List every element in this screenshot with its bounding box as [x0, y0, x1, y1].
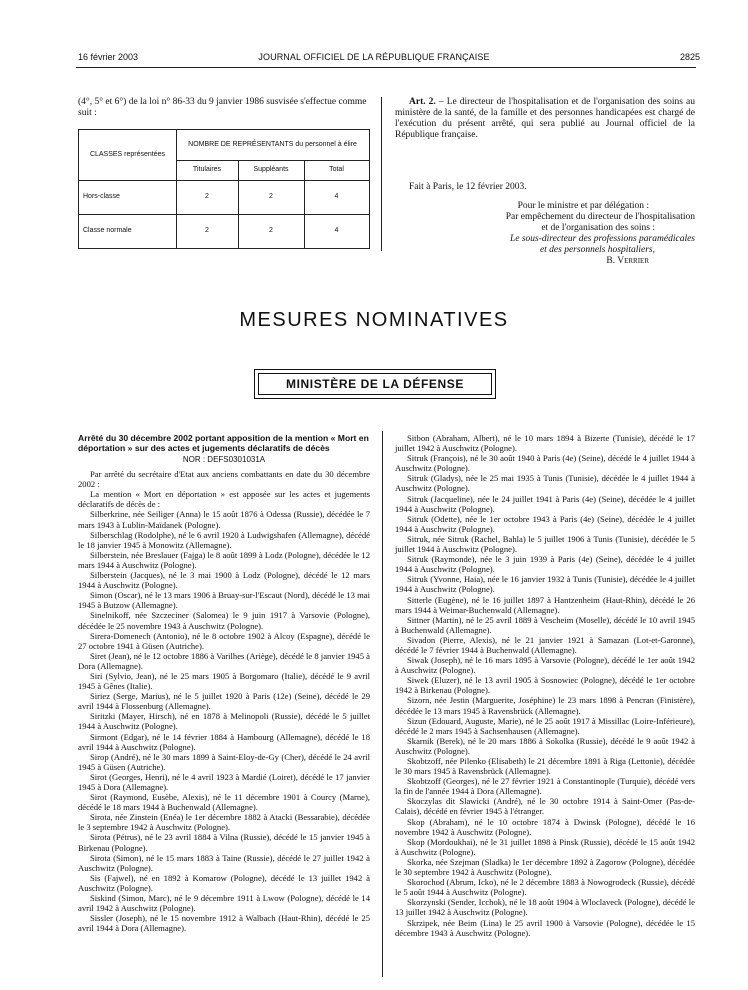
list-item: Sitbon (Abraham, Albert), né le 10 mars 1894 à Bizerte (Tunisie), décédé le 17 juillet 1942 à Auschwitz (Pologne). — [395, 433, 695, 454]
list-item: Sirera-Domenech (Antonio), né le 8 octobre 1902 à Alcoy (Espagne), décédé le 27 octobre 1941 à Güsen (Autriche). — [78, 630, 370, 651]
list-item: Siri (Sylvio, Jean), né le 25 mars 1905 à Borgomaro (Italie), décédé le 9 avril 1945 à Gênes (Italie). — [78, 670, 370, 692]
list-item: Sitruk (François), né le 30 août 1940 à Paris (4e) (Seine), décédé le 4 juillet 1944 à Auschwitz (Pologne). — [395, 453, 695, 474]
list-item: Skop (Abraham), né le 10 octobre 1874 à Dwinsk (Pologne), décédé le 16 novembre 1942 à Auschwitz (Pologne). — [395, 816, 695, 837]
list-item: Sitterle (Eugène), né le 16 juillet 1897 à Hantzenheim (Haut-Rhin), décédé le 26 mars 1944 à Weimar-Buchenwald (Allemagne). — [395, 594, 695, 615]
article-text: – Le directeur de l'hospitalisation et de l'organisation des soins au ministère de la santé, de la famille et des personnes handicapées est chargé de l'exécution du présent arrêté, qui sera publié au Journal officiel de la République française. — [395, 97, 695, 140]
list-item: Sirot (Georges, Henri), né le 4 avril 1923 à Mardié (Loiret), décédé le 17 janvier 1945 à Dora (Allemagne). — [78, 771, 370, 792]
table-intro: (4°, 5° et 6°) de la loi n° 86-33 du 9 janvier 1986 susvisée s'effectue comme suit : — [78, 97, 367, 118]
ministry-box — [254, 369, 496, 399]
subheader-suppleants: Suppléants — [253, 166, 289, 173]
list-item: Siriez (Serge, Marius), né le 5 juillet 1920 à Paris (12e) (Seine), décédé le 29 avril 1944 à Flossenburg (Allemagne). — [78, 691, 370, 712]
list-item: Skorzynski (Sender, Icchok), né le 18 août 1904 à Wloclaveck (Pologne), décédé le 13 juillet 1942 à Auschwitz (Pologne). — [395, 897, 695, 918]
classes-header: CLASSES représentées — [89, 151, 166, 158]
table-cell: 2 — [205, 227, 209, 234]
signature-block — [395, 182, 695, 267]
table-cell: 2 — [205, 193, 209, 200]
list-item: La mention « Mort en déportation » est apposée sur les actes et jugements déclaratifs de décès de : — [78, 489, 370, 510]
list-item: Silberschlag (Rodolphe), né le 6 avril 1920 à Ludwigshafen (Allemagne), décédé le 18 janvier 1945 à Monowitz (Allemagne). — [78, 529, 370, 550]
column-divider-top — [381, 97, 382, 251]
list-item: Skobtzoff (Georges), né le 27 février 1921 à Constantinople (Turquie), décédé vers la fin de l'année 1944 à Dora (Allemagne). — [395, 776, 695, 797]
right-column — [395, 433, 695, 938]
list-item: Sissler (Joseph), né le 15 novembre 1912 à Walbach (Haut-Rhin), décédé le 25 avril 1944 à Dora (Allemagne). — [78, 913, 370, 934]
representatives-table — [78, 129, 370, 249]
article-heading: Art. 2. — [409, 97, 436, 107]
table-cell: 2 — [269, 227, 273, 234]
list-item: Skop (Mordoukhai), né le 31 juillet 1898 à Pinsk (Russie), décédé le 15 août 1942 à Auschwitz (Pologne). — [395, 836, 695, 857]
list-item: Silberstein (Jacques), né le 3 mai 1900 à Lodz (Pologne), décédé le 12 mars 1944 à Auschwitz (Pologne). — [78, 570, 370, 591]
page-header — [0, 52, 748, 64]
list-item: Sivadon (Pierre, Alexis), né le 21 janvier 1921 à Samazan (Lot-et-Garonne), décédé le 7 février 1944 à Buchenwald (Allemagne). — [395, 634, 695, 655]
nor-reference: NOR : DEFS0301031A — [182, 455, 266, 464]
table-cell: 4 — [334, 193, 339, 200]
subheader-total: Total — [329, 166, 344, 173]
table-cell: 4 — [334, 227, 339, 234]
list-item: Siwek (Eluzer), né le 13 avril 1905 à Sosnowiec (Pologne), décédé le 1er octobre 1942 à Birkenau (Pologne). — [395, 675, 695, 696]
list-item: Sinelnikoff, née Szczeciner (Salomea) le 9 juin 1917 à Varsovie (Pologne), décédée le 25 novembre 1943 à Auschwitz (Pologne). — [78, 610, 370, 631]
table-cell: 2 — [269, 193, 273, 200]
list-item: Sirmont (Edgar), né le 14 février 1884 à Hambourg (Allemagne), décédé le 18 avril 1944 à Auschwitz (Pologne). — [78, 731, 370, 752]
header-date: 16 février 2003 — [78, 52, 139, 62]
list-item: Silberkrine, née Seiliger (Anna) le 15 août 1876 à Odessa (Russie), décédée le 7 mars 1943 à Lublin-Maïdanek (Pologne). — [78, 509, 370, 530]
list-item: Siret (Jean), né le 12 octobre 1886 à Varilhes (Ariège), décédé le 8 janvier 1945 à Dora (Allemagne). — [78, 650, 370, 671]
list-item: Sitruk (Gladys), née le 25 mai 1935 à Tunis (Tunisie), décédée le 4 juillet 1944 à Auschwitz (Pologne). — [395, 473, 695, 494]
list-item: Siwak (Joseph), né le 16 mars 1895 à Varsovie (Pologne), décédé le 1er août 1942 à Auschwitz (Pologne). — [395, 655, 695, 676]
signature-line: Le sous-directeur des professions paramédicales — [509, 234, 695, 244]
ministry-title: MINISTÈRE DE LA DÉFENSE — [258, 373, 492, 395]
list-item: Skorochod (Abrum, Icko), né le 2 décembre 1883 à Nowogrodeck (Russie), décédé le 5 août 1944 à Auschwitz (Pologne). — [395, 877, 695, 898]
list-item: Silberstein, née Breslauer (Fajga) le 8 août 1899 à Lodz (Pologne), décédée le 12 mars 1944 à Auschwitz (Pologne). — [78, 549, 370, 570]
list-item: Skarnik (Berek), né le 20 mars 1886 à Sokolka (Russie), décédé le 9 août 1942 à Auschwitz (Pologne). — [395, 735, 695, 756]
list-item: Skrzipek, née Beim (Lina) le 25 avril 1900 à Varsovie (Pologne), décédée le 15 décembre 1943 à Auschwitz (Pologne). — [395, 917, 695, 938]
list-item: Sittner (Martin), né le 25 avril 1889 à Vescheim (Moselle), décédé le 10 avril 1945 à Buchenwald (Allemagne). — [395, 614, 695, 635]
section-title: MESURES NOMINATIVES — [239, 309, 509, 331]
list-item: Sirota (Pétrus), né le 23 avril 1884 à Vilna (Russie), décédé le 15 janvier 1945 à Birkenau (Pologne). — [78, 832, 370, 853]
list-item: Skorka, née Szejman (Sladka) le 1er décembre 1892 à Zagorow (Pologne), décédée le 30 septembre 1942 à Auschwitz (Pologne). — [395, 856, 695, 878]
list-item: Sirop (André), né le 30 mars 1899 à Saint-Eloy-de-Gy (Cher), décédé le 24 avril 1945 à Güsen (Autriche). — [78, 751, 370, 772]
signature-line: Par empêchement du directeur de l'hospitalisation — [505, 212, 695, 222]
list-item: Sitruk (Yvonne, Haia), née le 16 janvier 1932 à Tunis (Tunisie), décédée le 4 juillet 1944 à Auschwitz (Pologne). — [395, 574, 695, 595]
list-item: Sis (Fajwel), né en 1892 à Komarow (Pologne), décédé le 13 juillet 1942 à Auschwitz (Pologne). — [78, 872, 370, 893]
list-item: Sizun (Edouard, Auguste, Marie), né le 25 août 1917 à Missillac (Loire-Inférieure), décédé le 2 mars 1945 à Sachsenhausen (Allemagne). — [395, 715, 695, 736]
signatory-name: B. Verrier — [606, 256, 649, 266]
group-header: NOMBRE DE REPRÉSENTANTS du personnel à élire — [188, 141, 357, 148]
list-item: Sitruk, née Sitruk (Rachel, Bahla) le 5 juillet 1906 à Tunis (Tunisie), décédée le 5 juillet 1944 à Auschwitz (Pologne). — [395, 533, 695, 555]
list-item: Sitruk (Odette), née le 1er octobre 1943 à Paris (4e) (Seine), décédée le 4 juillet 1944 à Auschwitz (Pologne). — [395, 513, 695, 534]
article-2 — [395, 97, 695, 141]
subheader-titulaires: Titulaires — [192, 166, 222, 173]
list-item: Sirota, née Zinstein (Enéa) le 1er décembre 1882 à Atacki (Bessarabie), décédée le 3 septembre 1942 à Auschwitz (Pologne). — [78, 812, 370, 833]
row-label: Hors-classe — [83, 193, 120, 200]
row-label: Classe normale — [83, 227, 132, 234]
list-item: Sitruk (Raymonde), née le 3 juin 1939 à Paris (4e) (Seine), décédée le 4 juillet 1944 à Auschwitz (Pologne). — [395, 554, 695, 575]
signature-line: Pour le ministre et par délégation : — [517, 201, 649, 211]
list-item: Siritzki (Mayer, Hirsch), né en 1878 à Melinopoli (Russie), décédé le 5 juillet 1944 à Auschwitz (Pologne). — [78, 711, 370, 732]
page-number: 2825 — [679, 52, 700, 62]
list-item: Skoczylas dit Slawicki (André), né le 30 octobre 1914 à Saint-Omer (Pas-de-Calais), décédé en février 1945 à l'étranger. — [395, 796, 695, 817]
done-at: Fait à Paris, le 12 février 2003. — [409, 182, 527, 192]
list-item: Sizorn, née Jestin (Marguerite, Joséphine) le 23 mars 1898 à Pencran (Finistère), décédée le 13 mars 1945 à Ravensbrück (Allemagne). — [395, 695, 695, 716]
journal-title: JOURNAL OFFICIEL DE LA RÉPUBLIQUE FRANÇAISE — [258, 52, 490, 62]
column-divider-bottom — [382, 431, 383, 977]
list-item: Sirot (Raymond, Eusèbe, Alexis), né le 11 décembre 1901 à Courcy (Marne), décédé le 18 mars 1944 à Buchenwald (Allemagne). — [78, 792, 370, 813]
header-rule — [76, 67, 696, 68]
arrete-title: Arrêté du 30 décembre 2002 portant apposition de la mention « Mort en déportation » sur des actes et jugements déclaratifs de décès — [78, 433, 369, 453]
list-item: Sitruk (Jacqueline), née le 24 juillet 1941 à Paris (4e) (Seine), décédée le 4 juillet 1944 à Auschwitz (Pologne). — [395, 493, 695, 514]
left-column — [78, 433, 370, 933]
list-item: Siskind (Simon, Marc), né le 9 décembre 1911 à Lwow (Pologne), décédé le 14 avril 1942 à Auschwitz (Pologne). — [78, 893, 370, 914]
list-item: Simon (Oscar), né le 13 mars 1906 à Bruay-sur-l'Escaut (Nord), décédé le 13 mai 1945 à Butzow (Allemagne). — [78, 590, 370, 611]
signature-line: et de l'organisation des soins : — [541, 223, 655, 233]
list-item: Sirota (Simon), né le 15 mars 1883 à Taine (Russie), décédé le 27 juillet 1942 à Auschwitz (Pologne). — [78, 852, 370, 873]
signature-line: et des personnels hospitaliers, — [539, 245, 655, 255]
list-item: Skobtzoff, née Pilenko (Elisabeth) le 21 décembre 1891 à Riga (Lettonie), décédée le 30 mars 1945 à Ravensbrück (Allemagne). — [395, 756, 695, 777]
list-item: Par arrêté du secrétaire d'Etat aux anciens combattants en date du 30 décembre 2002 : — [78, 469, 370, 490]
